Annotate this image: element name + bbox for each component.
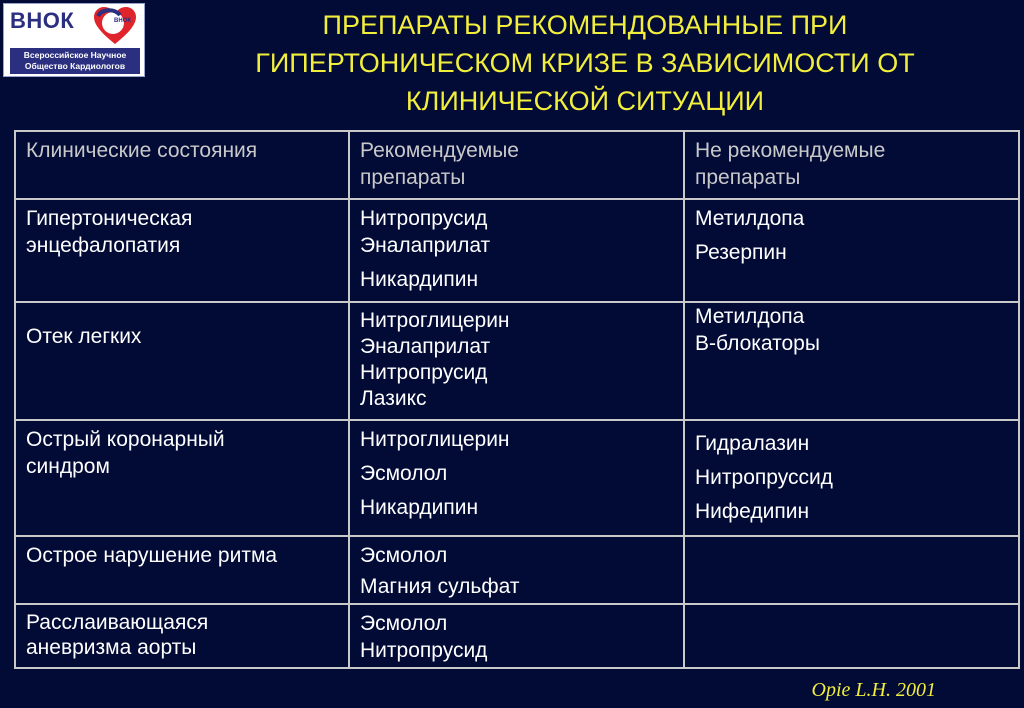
header-not-recommended (684, 131, 1019, 199)
drug-name: Эналаприлат (360, 234, 491, 257)
condition-cell (15, 604, 349, 668)
condition-cell (15, 536, 349, 604)
condition-text: аневризма аорты (26, 636, 197, 659)
drug-name: Магния сульфат (360, 575, 520, 598)
condition-text: синдром (26, 455, 110, 478)
drug-name: Нитропруссид (695, 466, 833, 489)
condition-cell (15, 420, 349, 536)
drug-name: В-блокаторы (695, 332, 820, 355)
condition-text: Гипертоническая (26, 207, 193, 230)
recommended-cell (349, 604, 684, 668)
drug-name: Лазикс (360, 387, 427, 410)
page-title (150, 6, 1020, 120)
title-line: ГИПЕРТОНИЧЕСКОМ КРИЗЕ В ЗАВИСИМОСТИ ОТ (255, 48, 915, 78)
condition-cell (15, 199, 349, 302)
not-recommended-cell (684, 302, 1019, 420)
header-condition (15, 131, 349, 199)
not-recommended-cell (684, 604, 1019, 668)
logo-caption-line: Всероссийское Научное (23, 50, 127, 60)
drug-name: Нитроглицерин (360, 309, 510, 332)
drug-name: Нитропрусид (360, 361, 488, 384)
not-recommended-cell (684, 420, 1019, 536)
header-label: препараты (360, 166, 466, 189)
drug-name: Эналаприлат (360, 335, 491, 358)
title-line: КЛИНИЧЕСКОЙ СИТУАЦИИ (405, 86, 765, 116)
table-row (15, 536, 1019, 604)
drug-name: Никардипин (360, 268, 479, 291)
recommended-cell (349, 420, 684, 536)
society-logo (3, 3, 145, 77)
not-recommended-cell (684, 536, 1019, 604)
condition-text: Расслаивающаяся (26, 611, 209, 634)
drug-name: Нитропрусид (360, 207, 488, 230)
table-row (15, 420, 1019, 536)
header-label: Не рекомендуемые (695, 139, 886, 162)
drug-name: Эсмолол (360, 544, 448, 567)
header-label: препараты (695, 166, 801, 189)
logo-caption-line: Общество Кардиологов (24, 61, 126, 71)
drug-name: Нитропрусид (360, 639, 488, 662)
header-label: Клинические состояния (26, 139, 258, 162)
table-row (15, 302, 1019, 420)
drug-name: Нитроглицерин (360, 428, 510, 451)
recommended-cell (349, 302, 684, 420)
drug-recommendation-table (14, 130, 1020, 669)
title-line: ПРЕПАРАТЫ РЕКОМЕНДОВАННЫЕ ПРИ (322, 10, 848, 40)
condition-text: Отек легких (26, 325, 142, 348)
recommended-cell (349, 536, 684, 604)
drug-name: Никардипин (360, 496, 479, 519)
header-label: Рекомендуемые (360, 139, 519, 162)
drug-name: Метилдопа (695, 305, 805, 328)
drug-name: Эсмолол (360, 612, 448, 635)
drug-name: Гидралазин (695, 432, 810, 455)
drug-name: Резерпин (695, 241, 787, 264)
logo-caption (10, 48, 140, 74)
condition-text: Острый коронарный (26, 428, 225, 451)
drug-name: Нифедипин (695, 500, 810, 523)
recommended-cell (349, 199, 684, 302)
condition-text: Острое нарушение ритма (26, 544, 278, 567)
emblem-label: ВНОК (114, 18, 131, 24)
not-recommended-cell (684, 199, 1019, 302)
table-row (15, 199, 1019, 302)
heart-emblem-icon (92, 6, 138, 46)
citation: Opie L.H. 2001 (811, 679, 936, 701)
table-header-row (15, 131, 1019, 199)
table-row (15, 604, 1019, 668)
logo-abbreviation: ВНОК (10, 8, 75, 33)
condition-text: энцефалопатия (26, 234, 181, 257)
drug-name: Метилдопа (695, 207, 805, 230)
header-recommended (349, 131, 684, 199)
condition-cell (15, 302, 349, 420)
drug-name: Эсмолол (360, 462, 448, 485)
